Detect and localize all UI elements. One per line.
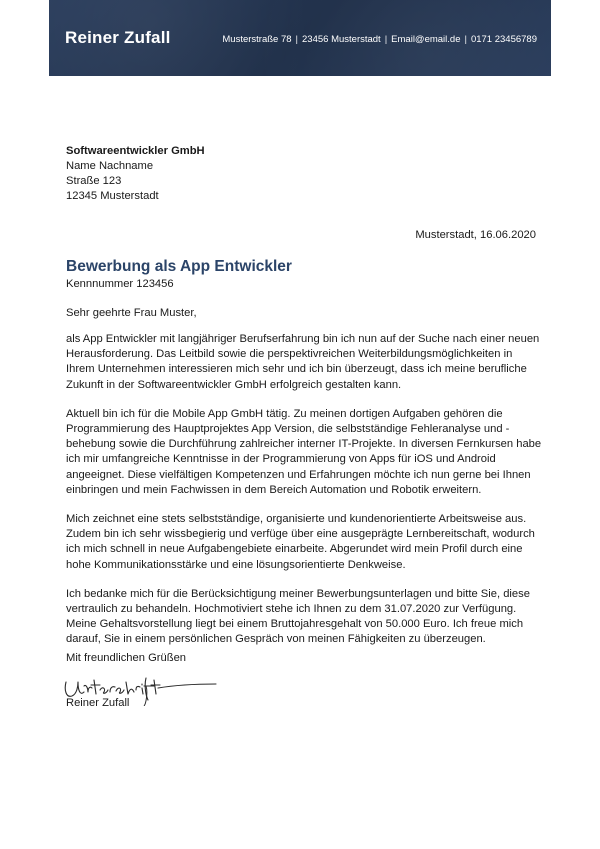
separator: | (464, 34, 467, 45)
letter-subject: Bewerbung als App Entwickler (66, 258, 292, 275)
recipient-company: Softwareentwickler GmbH (66, 145, 205, 157)
sender-city: 23456 Musterstadt (302, 34, 381, 45)
body-paragraph: Mich zeichnet eine stets selbstständige, organisierte und kundenorientierte Arbeitsweise aus. Zudem bin ich sehr wissbegierig und verfüge über eine ausgeprägte Lernbereitschaft, wodurch ich mich schnell in neue Aufgabengebiete einarbeite. Abgerundet wird mein Profil durch eine hohe Kommunikationsstärke und eine lösungsorientierte Denkweise. (66, 513, 535, 571)
recipient-contact: Name Nachname (66, 160, 154, 172)
sender-street: Musterstraße 78 (222, 34, 292, 45)
body-paragraph: Aktuell bin ich für die Mobile App GmbH tätig. Zu meinen dortigen Aufgaben gehören die Programmierung des Hauptprojektes App Version, die selbstständige Fehleranalyse und -behebung sowie die Durchführung zahlreicher interner IT-Projekte. In diversen Fernkursen habe ich mir umfangreiche Kenntnisse in der Programmierung von Apps für iOS und Android angeeignet. Diese vielfältigen Kompetenzen und Erfahrungen möchte ich nun gerne bei Ihnen einbringen und mein Fachwissen in dem Bereich Automation und Robotik erweitern. (66, 407, 542, 496)
body-paragraph: als App Entwickler mit langjähriger Berufserfahrung bin ich nun auf der Suche nach einer neuen Herausforderung. Das Leitbild sowie die perspektivreichen Weiterbildungsmöglichkeiten in Ihrem Unternehmen interessieren mich sehr und ich bin überzeugt, dass ich meine berufliche Zukunft in der Softwareentwickler GmbH erfolgreich gestalten kann. (66, 333, 540, 391)
recipient-address (66, 144, 205, 204)
salutation: Sehr geehrte Frau Muster, (66, 307, 197, 319)
reference-number: Kennnummer 123456 (66, 278, 174, 290)
closing-phrase: Mit freundlichen Grüßen (66, 652, 187, 664)
letter-body (66, 332, 542, 662)
recipient-street: Straße 123 (66, 175, 122, 187)
recipient-city: 12345 Musterstadt (66, 190, 159, 202)
body-paragraph: Ich bedanke mich für die Berücksichtigung meiner Bewerbungsunterlagen und bitte Sie, diese vertraulich zu behandeln. Hochmotiviert stehe ich Ihnen zu dem 31.07.2020 zur Verfügung. Meine Gehaltsvorstellung liegt bei einem Bruttojahresgehalt von 50.000 Euro. Ich freue mich darauf, Sie in einem persönlichen Gespräch von meinen Fähigkeiten zu überzeugen. (66, 587, 530, 646)
letter-date: Musterstadt, 16.06.2020 (415, 229, 536, 241)
letter-header (49, 0, 551, 76)
sender-contact-line (222, 34, 537, 45)
sender-name: Reiner Zufall (65, 28, 171, 47)
sender-phone: 0171 23456789 (470, 34, 537, 45)
signer-name: Reiner Zufall (66, 697, 130, 709)
sender-email[interactable]: Email@email.de (391, 34, 461, 45)
separator: | (384, 34, 388, 45)
separator: | (295, 34, 299, 45)
